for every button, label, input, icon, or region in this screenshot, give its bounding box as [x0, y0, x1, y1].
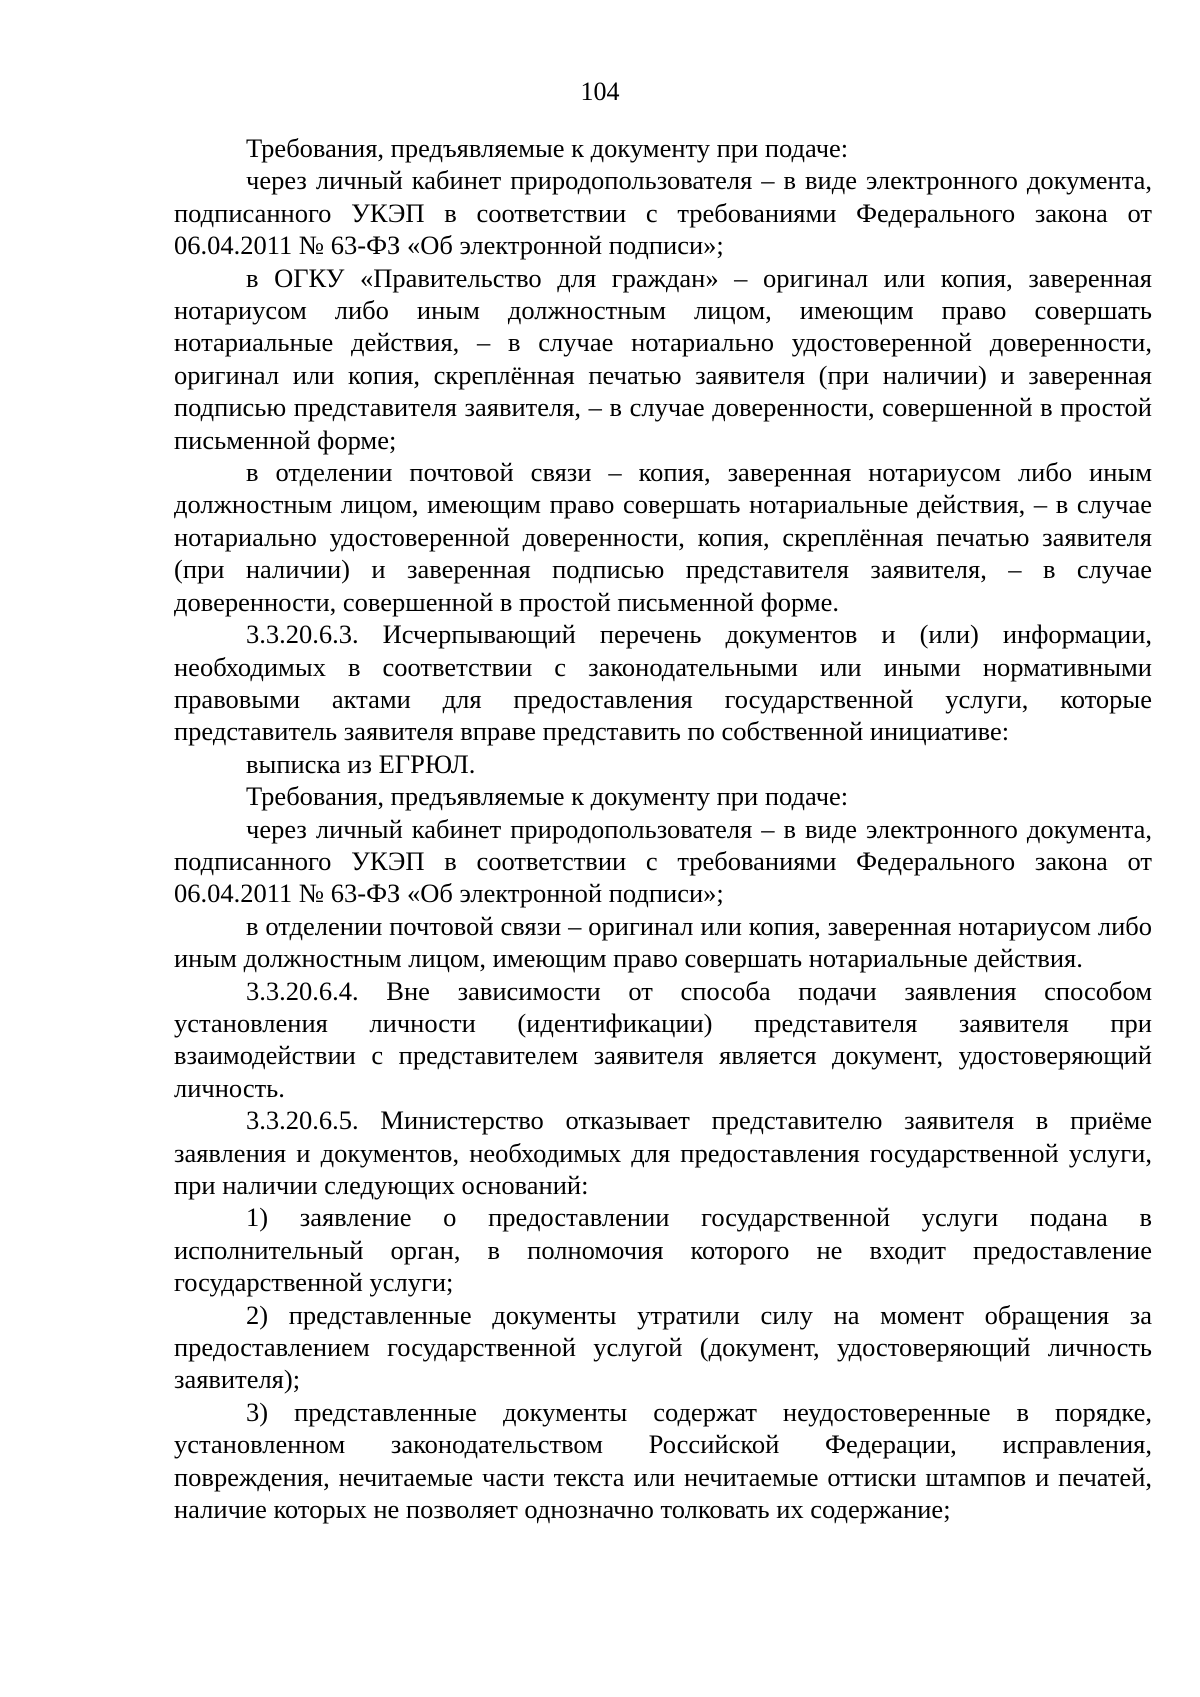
paragraph-egrul-extract: выписка из ЕГРЮЛ.	[246, 748, 476, 779]
page-number: 104	[580, 77, 620, 106]
paragraph-ogku: в ОГКУ «Правительство для граждан» – оригинал или копия, заверенная нотариусом либо иным должностным лицом, имеющим право совершать нотариальные действия, – в случае нотариально удостоверенной доверенности, оригинал или копия, скреплённая печатью заявителя (при наличии) и заверенная подписью представителя заявителя, – в случае доверенности, совершенной в простой письменной форме;	[174, 262, 1152, 455]
list-item-2: 2) представленные документы утратили силу на момент обращения за предоставлением государственной услугой (документ, удостоверяющий личность заявителя);	[174, 1299, 1152, 1395]
document-body	[174, 132, 1152, 1525]
list-item-3: 3) представленные документы содержат неудостоверенные в порядке, установленном законодательством Российской Федерации, исправления, повреждения, нечитаемые части текста или нечитаемые оттиски штампов и печатей, наличие которых не позволяет однозначно толковать их содержание;	[174, 1396, 1152, 1525]
list-item-1: 1) заявление о предоставлении государственной услуги подана в исполнительный орган, в полномочия которого не входит предоставление государственной услуги;	[174, 1202, 1152, 1298]
paragraph-post-office: в отделении почтовой связи – копия, заверенная нотариусом либо иным должностным лицом, имеющим право совершать нотариальные действия, – в случае нотариально удостоверенной доверенности, копия, скреплённая печатью заявителя (при наличии) и заверенная подписью представителя заявителя, – в случае доверенности, совершенной в простой письменной форме.	[174, 457, 1152, 617]
paragraph-requirements-heading: Требования, предъявляемые к документу при подаче:	[246, 133, 849, 163]
paragraph-requirements-heading-2: Требования, предъявляемые к документу при подаче:	[246, 781, 849, 812]
paragraph-post-office-2: в отделении почтовой связи – оригинал или копия, заверенная нотариусом либо иным должностным лицом, имеющим право совершать нотариальные действия.	[174, 910, 1152, 974]
paragraph-personal-cabinet-2: через личный кабинет природопользователя – в виде электронного документа, подписанного УКЭП в соответствии с требованиями Федерального закона от 06.04.2011 № 63-ФЗ «Об электронной подписи»;	[174, 813, 1152, 909]
paragraph-section-3-3-20-6-5: 3.3.20.6.5. Министерство отказывает представителю заявителя в приёме заявления и документов, необходимых для предоставления государственной услуги, при наличии следующих оснований:	[174, 1105, 1152, 1200]
paragraph-section-3-3-20-6-4: 3.3.20.6.4. Вне зависимости от способа подачи заявления способом установления личности (идентификации) представителя заявителя при взаимодействии с представителем заявителя является документ, удостоверяющий личность.	[174, 975, 1152, 1103]
paragraph-personal-cabinet: через личный кабинет природопользователя – в виде электронного документа, подписанного УКЭП в соответствии с требованиями Федерального закона от 06.04.2011 № 63-ФЗ «Об электронной подписи»;	[174, 165, 1152, 261]
paragraph-section-3-3-20-6-3: 3.3.20.6.3. Исчерпывающий перечень документов и (или) информации, необходимых в соответствии с законодательными или иными нормативными правовыми актами для предоставления государственной услуги, которые представитель заявителя вправе представить по собственной инициативе:	[174, 619, 1152, 747]
